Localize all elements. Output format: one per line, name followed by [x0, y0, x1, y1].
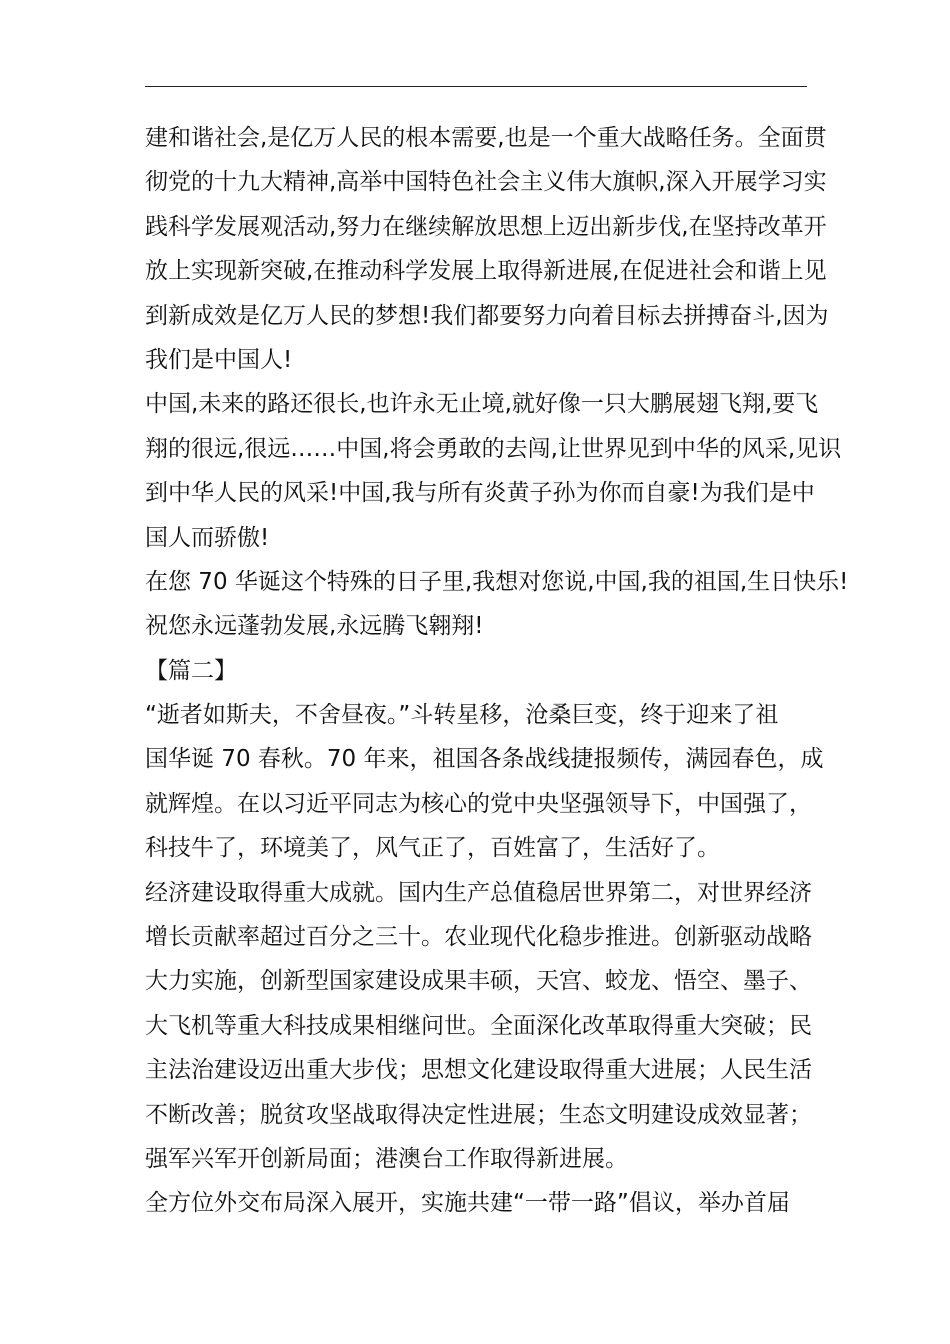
section-heading: 【篇二】 [145, 657, 237, 684]
text-line: 国人而骄傲! [145, 524, 270, 551]
text-line: 增长贡献率超过百分之三十。农业现代化稳步推进。创新驱动战略 [145, 924, 812, 951]
text-line: 建和谐社会,是亿万人民的根本需要,也是一个重大战略任务。全面贯 [145, 125, 827, 151]
text-line: 我们是中国人! [145, 346, 293, 373]
text-line: 践科学发展观活动,努力在继续解放思想上迈出新步伐,在坚持改革开 [145, 213, 827, 240]
text-line: 到新成效是亿万人民的梦想!我们都要努力向着目标去拼搏奋斗,因为 [145, 302, 829, 329]
text-line: 彻党的十九大精神,高举中国特色社会主义伟大旗帜,深入开展学习实 [145, 169, 827, 196]
text-line: 大力实施，创新型国家建设成果丰硕，天宫、蛟龙、悟空、墨子、 [145, 968, 812, 995]
text-line: 大飞机等重大科技成果相继问世。全面深化改革取得重大突破；民 [145, 1012, 812, 1039]
text-line: 祝您永远蓬勃发展,永远腾飞翱翔! [145, 613, 484, 640]
text-line: 就辉煌。在以习近平同志为核心的党中央坚强领导下，中国强了， [145, 790, 812, 817]
text-line: 在您 70 华诞这个特殊的日子里,我想对您说,中国,我的祖国,生日快乐! [145, 568, 849, 595]
text-line: 科技牛了，环境美了，风气正了，百姓富了，生活好了。 [145, 835, 720, 862]
text-line: 翔的很远,很远……中国,将会勇敢的去闯,让世界见到中华的风采,见识 [145, 435, 842, 462]
header-rule [145, 86, 807, 87]
document-body [145, 116, 849, 1226]
text-line: 不断改善；脱贫攻坚战取得决定性进展；生态文明建设成效显著； [145, 1101, 812, 1128]
text-line: 经济建设取得重大成就。国内生产总值稳居世界第二，对世界经济 [145, 879, 812, 906]
text-line: 中国,未来的路还很长,也许永无止境,就好像一只大鹏展翅飞翔,要飞 [145, 391, 819, 418]
text-line: 强军兴军开创新局面；港澳台工作取得新进展。 [145, 1145, 628, 1172]
text-line: 全方位外交布局深入展开，实施共建“一带一路”倡议，举办首届 [145, 1190, 790, 1217]
text-line: 到中华人民的风采!中国,我与所有炎黄子孙为你而自豪!为我们是中 [145, 480, 815, 507]
text-line: 国华诞 70 春秋。70 年来，祖国各条战线捷报频传，满园春色，成 [145, 746, 824, 773]
text-line: 放上实现新突破,在推动科学发展上取得新进展,在促进社会和谐上见 [145, 258, 827, 285]
text-line: 主法治建设迈出重大步伐；思想文化建设取得重大进展；人民生活 [145, 1057, 812, 1084]
text-line: “逝者如斯夫，不舍昼夜。”斗转星移，沧桑巨变，终于迎来了祖 [145, 702, 779, 729]
